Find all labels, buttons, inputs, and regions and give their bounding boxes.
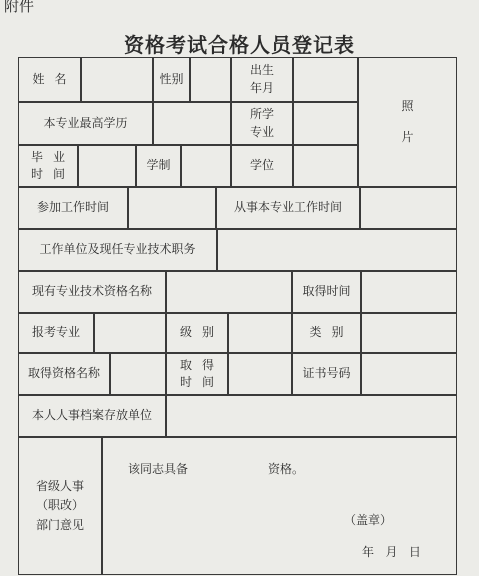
qual-name-value-cell[interactable] xyxy=(110,353,166,395)
gender-value-cell[interactable] xyxy=(190,57,231,102)
grad-value-cell[interactable] xyxy=(78,145,136,187)
name-label: 姓名 xyxy=(32,71,77,86)
attachment-label: 附件 xyxy=(4,0,35,15)
obtain2-label xyxy=(166,353,228,395)
obtain-time-value-cell[interactable] xyxy=(361,271,457,313)
exam-major-label: 报考专业 xyxy=(31,325,80,340)
form-title: 资格考试合格人员登记表 xyxy=(124,33,355,57)
dept-label xyxy=(18,437,102,575)
level-value-cell[interactable] xyxy=(228,313,292,353)
dept-label-line2: （职改） xyxy=(35,498,84,513)
current-qual-value-cell[interactable] xyxy=(166,271,292,313)
archive-label: 本人人事档案存放单位 xyxy=(31,408,152,423)
major-work-label: 从事本专业工作时间 xyxy=(233,200,342,215)
duration-label: 学制 xyxy=(146,158,171,173)
education-label: 本专业最高学历 xyxy=(43,115,128,130)
grad-label xyxy=(18,145,78,187)
major-label-line2: 专业 xyxy=(249,124,274,139)
category-label: 类别 xyxy=(309,325,354,340)
employer-value-cell[interactable] xyxy=(217,229,457,271)
obtain2-label-line2: 时间 xyxy=(179,375,224,389)
photo-label xyxy=(358,57,457,187)
gender-label: 性别 xyxy=(159,71,184,86)
work-start-value-cell[interactable] xyxy=(128,187,216,229)
dept-label-line1: 省级人事 xyxy=(35,479,84,494)
birth-label-line1: 出生 xyxy=(249,63,274,78)
category-value-cell[interactable] xyxy=(361,313,457,353)
cert-no-label: 证书号码 xyxy=(302,366,351,381)
name-value-cell[interactable] xyxy=(81,57,153,102)
birth-label-line2: 年月 xyxy=(249,80,274,95)
major-value-cell[interactable] xyxy=(293,102,358,145)
degree-label: 学位 xyxy=(249,158,274,173)
obtain2-value-cell[interactable] xyxy=(228,353,292,395)
seal-label: （盖章） xyxy=(344,513,393,528)
duration-value-cell[interactable] xyxy=(181,145,231,187)
archive-value-cell[interactable] xyxy=(166,395,457,437)
birth-label xyxy=(231,57,293,102)
major-work-value-cell[interactable] xyxy=(360,187,457,229)
level-label: 级别 xyxy=(179,325,224,340)
degree-value-cell[interactable] xyxy=(293,145,358,187)
statement-prefix: 该同志具备 xyxy=(128,462,189,477)
current-qual-label: 现有专业技术资格名称 xyxy=(31,284,152,299)
photo-label-line2: 片 xyxy=(401,130,414,144)
qual-name-label: 取得资格名称 xyxy=(27,366,100,381)
education-value-cell[interactable] xyxy=(153,102,231,145)
grad-label-line2: 时间 xyxy=(30,167,75,181)
statement-suffix: 资格。 xyxy=(268,462,305,477)
birth-value-cell[interactable] xyxy=(293,57,358,102)
date-label: 年 月 日 xyxy=(362,545,421,560)
major-label xyxy=(231,102,293,145)
obtain2-label-line1: 取得 xyxy=(179,357,224,372)
employer-label: 工作单位及现任专业技术职务 xyxy=(39,242,196,257)
obtain-time-label: 取得时间 xyxy=(302,284,351,299)
dept-label-line3: 部门意见 xyxy=(35,517,84,532)
grad-label-line1: 毕业 xyxy=(30,149,75,164)
exam-major-value-cell[interactable] xyxy=(94,313,166,353)
work-start-label: 参加工作时间 xyxy=(36,200,109,215)
photo-label-line1: 照 xyxy=(401,98,414,113)
cert-no-value-cell[interactable] xyxy=(361,353,457,395)
major-label-line1: 所学 xyxy=(249,107,274,122)
